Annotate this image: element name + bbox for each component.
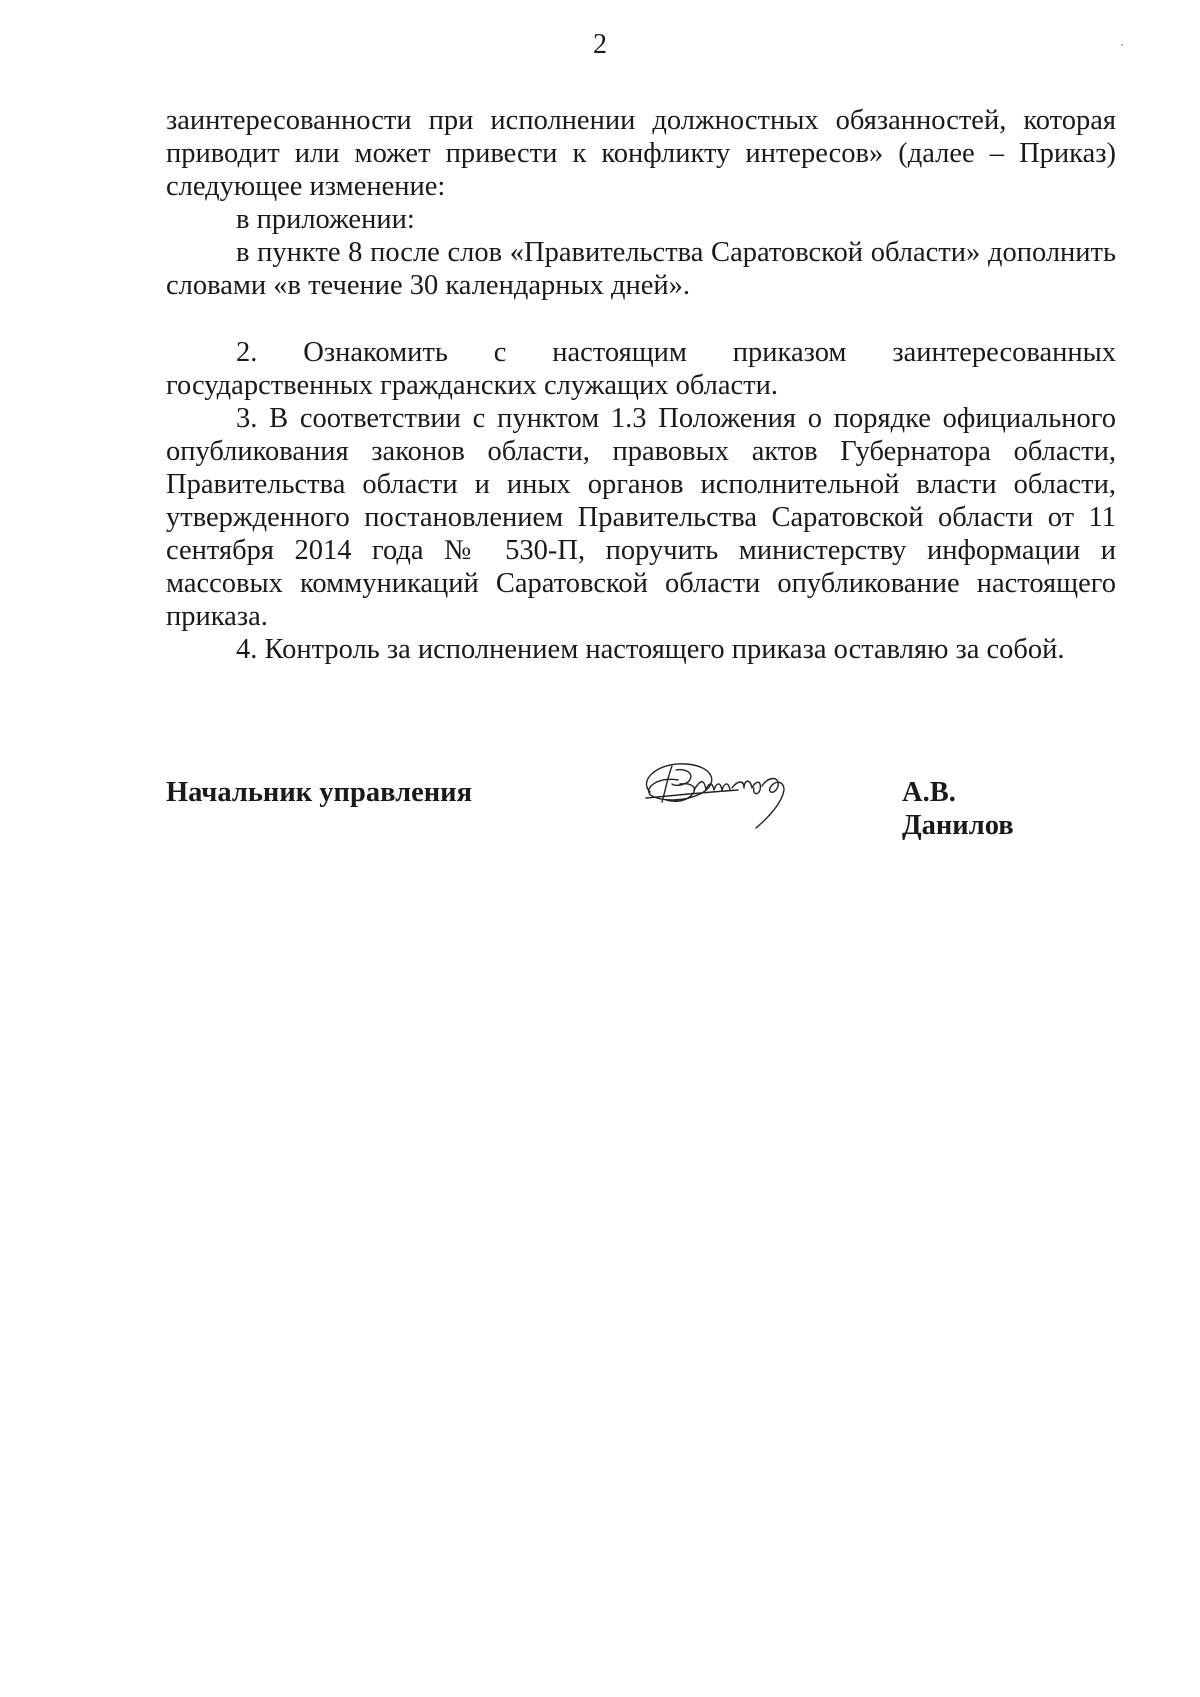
signature-block (166, 770, 1066, 841)
signatory-name: А.В. Данилов (902, 777, 1014, 841)
scan-speck (1121, 44, 1123, 46)
paragraph-continuation: заинтересованности при исполнении должностных обязанностей, которая приводит или может привести к конфликту интересов» (далее – Приказ) следующее изменение: (166, 105, 1116, 202)
page-number: 2 (593, 29, 607, 60)
paragraph-3-publication: 3. В соответствии с пунктом 1.3 Положения о порядке официального опубликования законов области, правовых актов Губернатора области, Правительства области и иных органов исполнительной власти области, утвержденного постановлением Правительства Саратовской области от 11 сентября 2014 года № 530-П, поручить министерству информации и массовых коммуникаций Саратовской области опубликование настоящего приказа. (166, 403, 1116, 632)
signatory-title: Начальник управления (166, 777, 472, 808)
paragraph-4-control: 4. Контроль за исполнением настоящего приказа оставляю за собой. (236, 634, 1065, 665)
paragraph-appendix-intro: в приложении: (236, 204, 415, 235)
handwritten-signature (628, 740, 828, 840)
paragraph-2-familiarize: 2. Ознакомить с настоящим приказом заинтересованных государственных гражданских служащих области. (166, 337, 1116, 401)
document-body (166, 104, 1116, 666)
paragraph-item-8-amendment: в пункте 8 после слов «Правительства Саратовской области» дополнить словами «в течение 30 календарных дней». (166, 237, 1116, 301)
